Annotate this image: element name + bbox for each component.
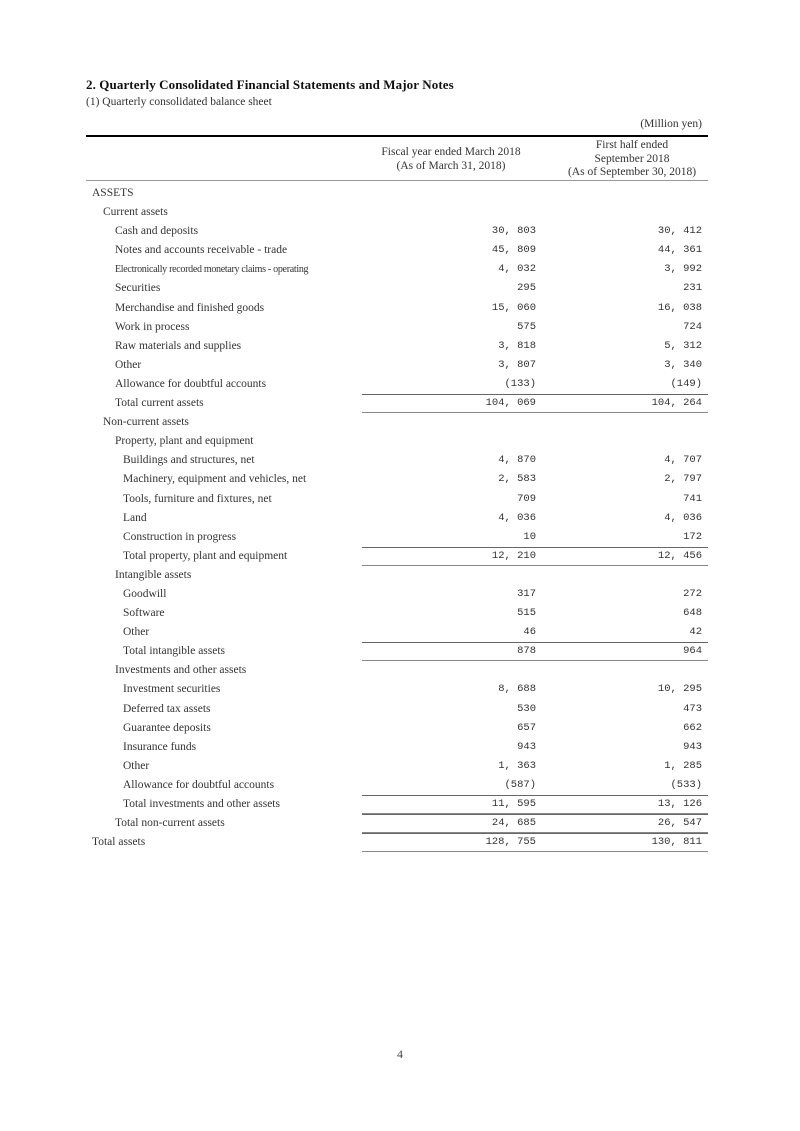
table-row	[86, 413, 708, 432]
row-label: Work in process	[115, 320, 190, 333]
value-fy2018: 45, 809	[491, 244, 536, 257]
value-fy2018: 24, 685	[491, 817, 536, 830]
value-h1-2018: 44, 361	[657, 244, 702, 257]
row-label: Electronically recorded monetary claims - operating	[115, 264, 309, 276]
page-number: 4	[397, 1047, 403, 1061]
table-row	[86, 757, 708, 776]
value-fy2018: 10	[523, 530, 536, 543]
value-h1-2018: 4, 036	[664, 511, 702, 524]
row-label: Investments and other assets	[115, 664, 247, 677]
subsection-title: (1) Quarterly consolidated balance sheet	[86, 96, 272, 108]
value-h1-2018: 42	[689, 626, 702, 639]
row-label: Land	[123, 511, 147, 524]
table-row	[86, 470, 708, 489]
row-label: Intangible assets	[115, 568, 192, 581]
table-row	[86, 203, 708, 222]
table-row-total	[86, 795, 708, 814]
value-h1-2018: 30, 412	[657, 225, 702, 238]
row-label: Merchandise and finished goods	[115, 301, 265, 314]
row-label: Property, plant and equipment	[115, 435, 254, 448]
table-row-total	[86, 547, 708, 566]
value-fy2018: 3, 818	[498, 339, 536, 352]
value-fy2018: 657	[517, 721, 536, 734]
value-fy2018: 317	[517, 587, 536, 600]
table-row	[86, 680, 708, 699]
row-label: Investment securities	[123, 683, 221, 696]
table-row	[86, 700, 708, 719]
value-h1-2018: 2, 797	[664, 473, 702, 486]
row-label: Cash and deposits	[115, 225, 199, 238]
row-label: Allowance for doubtful accounts	[123, 778, 275, 791]
row-label: Software	[123, 607, 165, 620]
value-h1-2018: 4, 707	[664, 454, 702, 467]
row-label: Buildings and structures, net	[123, 454, 255, 467]
table-row	[86, 451, 708, 470]
row-label: Notes and accounts receivable - trade	[115, 244, 288, 257]
table-row-total	[86, 394, 708, 413]
table-row	[86, 719, 708, 738]
table-row	[86, 585, 708, 604]
value-h1-2018: 172	[683, 530, 702, 543]
unit-label: (Million yen)	[640, 118, 702, 130]
row-label: Goodwill	[123, 587, 167, 600]
value-h1-2018: 104, 264	[651, 397, 702, 410]
table-row	[86, 776, 708, 795]
value-fy2018: (133)	[504, 377, 536, 390]
value-fy2018: 104, 069	[485, 397, 536, 410]
value-fy2018: 128, 755	[485, 836, 536, 849]
column-header-fy2018	[362, 146, 540, 173]
row-label: Raw materials and supplies	[115, 339, 242, 352]
value-h1-2018: 5, 312	[664, 339, 702, 352]
table-row	[86, 222, 708, 241]
value-fy2018: 30, 803	[491, 225, 536, 238]
row-label: Tools, furniture and fixtures, net	[123, 492, 272, 505]
value-h1-2018: (149)	[670, 377, 702, 390]
value-fy2018: 878	[517, 645, 536, 658]
value-fy2018: 12, 210	[491, 549, 536, 562]
column-header-line: (As of September 30, 2018)	[567, 166, 697, 178]
value-fy2018: 46	[523, 626, 536, 639]
row-label: Securities	[115, 282, 161, 295]
table-row-total	[86, 814, 708, 833]
value-fy2018: 15, 060	[491, 301, 536, 314]
table-body	[86, 184, 708, 852]
value-fy2018: 4, 036	[498, 511, 536, 524]
value-h1-2018: 943	[683, 740, 702, 753]
value-h1-2018: 231	[683, 282, 702, 295]
value-h1-2018: 16, 038	[657, 301, 702, 314]
value-h1-2018: 130, 811	[651, 836, 702, 849]
table-row	[86, 738, 708, 757]
value-h1-2018: 741	[683, 492, 702, 505]
section-title: 2. Quarterly Consolidated Financial Statements and Major Notes	[86, 77, 454, 92]
column-header-line: September 2018	[594, 152, 670, 165]
value-h1-2018: 26, 547	[657, 817, 702, 830]
value-fy2018: 4, 870	[498, 454, 536, 467]
value-fy2018: 575	[517, 320, 536, 333]
column-header-line: First half ended	[595, 139, 669, 151]
value-fy2018: 11, 595	[491, 798, 536, 810]
table-row	[86, 337, 708, 356]
row-label: Total non-current assets	[115, 817, 225, 830]
table-row	[86, 260, 708, 279]
row-label: Allowance for doubtful accounts	[115, 377, 267, 390]
table-row	[86, 623, 708, 642]
table-row	[86, 184, 708, 203]
value-h1-2018: 473	[683, 702, 702, 715]
table-row	[86, 432, 708, 451]
table-row	[86, 356, 708, 375]
value-h1-2018: 272	[683, 587, 702, 600]
value-h1-2018: 964	[683, 645, 702, 658]
value-fy2018: 4, 032	[498, 263, 536, 276]
row-label: Total investments and other assets	[123, 798, 280, 810]
row-label: Deferred tax assets	[123, 702, 211, 715]
table-row	[86, 661, 708, 680]
table-row	[86, 375, 708, 394]
table-row	[86, 318, 708, 337]
value-fy2018: (587)	[504, 778, 536, 791]
table-row	[86, 604, 708, 623]
value-fy2018: 1, 363	[498, 759, 536, 772]
value-h1-2018: (533)	[670, 778, 702, 791]
table-row	[86, 279, 708, 298]
value-fy2018: 2, 583	[498, 473, 536, 486]
value-fy2018: 530	[517, 702, 536, 715]
table-row	[86, 528, 708, 547]
table-header	[86, 137, 708, 181]
value-h1-2018: 1, 285	[664, 759, 702, 772]
row-label: Total current assets	[115, 397, 204, 410]
value-h1-2018: 3, 340	[664, 358, 702, 371]
value-h1-2018: 13, 126	[657, 798, 702, 810]
value-fy2018: 709	[517, 492, 536, 505]
table-row-grand-total	[86, 833, 708, 852]
row-label: Insurance funds	[123, 740, 197, 753]
value-h1-2018: 12, 456	[657, 549, 702, 562]
value-fy2018: 295	[517, 282, 536, 295]
column-header-h1-2018	[556, 139, 708, 180]
column-header-line: Fiscal year ended March 2018	[381, 146, 521, 158]
row-label: Total intangible assets	[123, 645, 226, 658]
table-row-total	[86, 642, 708, 661]
row-label: ASSETS	[92, 187, 134, 199]
row-label: Total property, plant and equipment	[123, 549, 288, 562]
table-row	[86, 566, 708, 585]
value-h1-2018: 3, 992	[664, 263, 702, 276]
row-label: Other	[123, 759, 150, 772]
value-fy2018: 3, 807	[498, 358, 536, 371]
row-label: Construction in progress	[123, 530, 237, 543]
row-label: Other	[115, 358, 142, 371]
value-h1-2018: 724	[683, 320, 702, 333]
table-row	[86, 490, 708, 509]
value-h1-2018: 662	[683, 721, 702, 734]
table-row	[86, 241, 708, 260]
row-label: Machinery, equipment and vehicles, net	[123, 473, 307, 486]
value-h1-2018: 10, 295	[657, 683, 702, 696]
value-fy2018: 943	[517, 740, 536, 753]
column-header-line: (As of March 31, 2018)	[396, 159, 506, 172]
value-fy2018: 515	[517, 607, 536, 620]
table-row	[86, 509, 708, 528]
row-label: Non-current assets	[103, 416, 189, 429]
value-fy2018: 8, 688	[498, 683, 536, 696]
row-label: Guarantee deposits	[123, 721, 211, 734]
table-row	[86, 299, 708, 318]
row-label: Other	[123, 626, 150, 639]
row-label: Total assets	[92, 836, 146, 849]
row-label: Current assets	[103, 206, 168, 219]
value-h1-2018: 648	[683, 607, 702, 620]
